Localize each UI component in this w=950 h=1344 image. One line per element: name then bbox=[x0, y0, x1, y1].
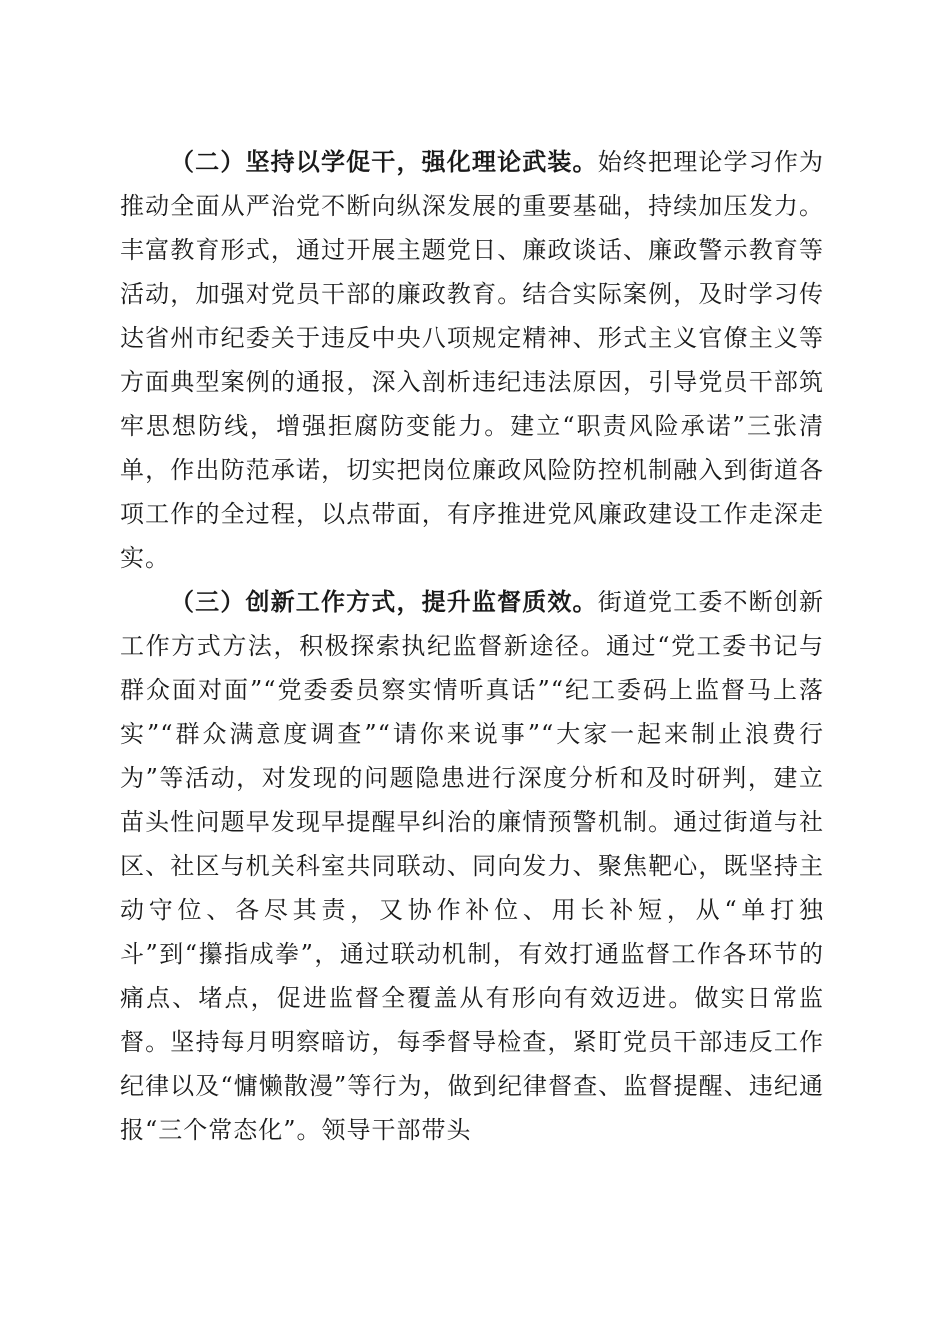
paragraph-3-heading: （三）创新工作方式，提升监督质效。 bbox=[170, 587, 598, 616]
paragraph-2-heading: （二）坚持以学促干，强化理论武装。 bbox=[170, 147, 598, 176]
paragraph-2-text: 始终把理论学习作为推动全面从严治党不断向纵深发展的重要基础，持续加压发力。丰富教育形式，通过开展主题党日、廉政谈话、廉政警示教育等活动，加强对党员干部的廉政教育。结合实际案例，及时学习传达省州市纪委关于违反中央八项规定精神、形式主义官僚主义等方面典型案例的通报，深入剖析违纪违法原因，引导党员干部筑牢思想防线，增强拒腐防变能力。建立“职责风险承诺”三张清单，作出防范承诺，切实把岗位廉政风险防控机制融入到街道各项工作的全过程，以点带面，有序推进党风廉政建设工作走深走实。 bbox=[120, 148, 824, 572]
paragraph-3 bbox=[120, 580, 824, 1152]
paragraph-2 bbox=[120, 140, 824, 580]
paragraph-3-text: 街道党工委不断创新工作方式方法，积极探索执纪监督新途径。通过“党工委书记与群众面对面”“党委委员察实情听真话”“纪工委码上监督马上落实”“群众满意度调查”“请你来说事”“大家一起来制止浪费行为”等活动，对发现的问题隐患进行深度分析和及时研判，建立苗头性问题早发现早提醒早纠治的廉情预警机制。通过街道与社区、社区与机关科室共同联动、同向发力、聚焦靶心，既坚持主动守位、各尽其责，又协作补位、用长补短，从“单打独斗”到“攥指成拳”，通过联动机制，有效打通监督工作各环节的痛点、堵点，促进监督全覆盖从有形向有效迈进。做实日常监督。坚持每月明察暗访，每季督导检查，紧盯党员干部违反工作纪律以及“慵懒散漫”等行为，做到纪律督查、监督提醒、违纪通报“三个常态化”。领导干部带头 bbox=[120, 588, 824, 1144]
document-body bbox=[120, 140, 824, 1152]
